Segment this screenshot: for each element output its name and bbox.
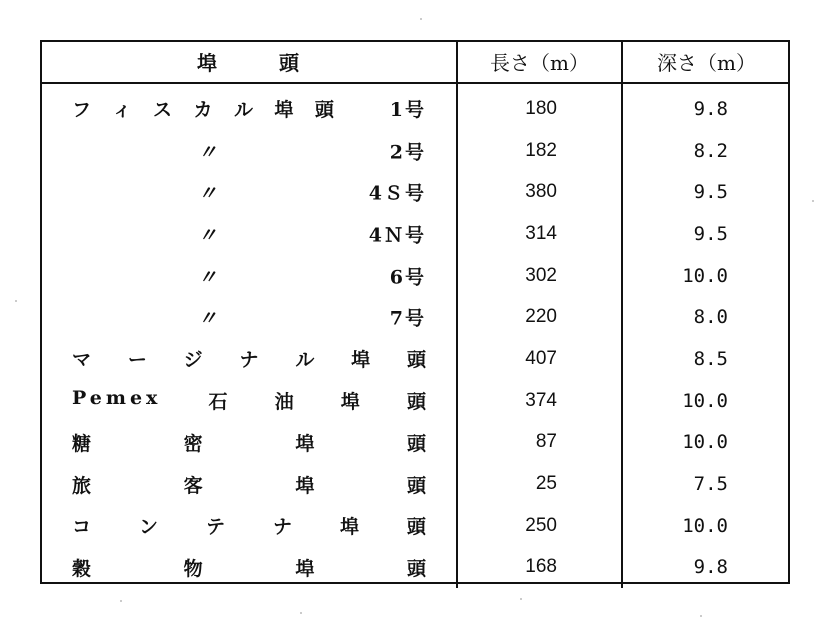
- scan-speck: [120, 600, 122, 602]
- scan-speck: [812, 200, 814, 202]
- berth-number: 2号: [389, 141, 426, 164]
- wharf-name-char: ー: [127, 349, 147, 372]
- wharf-name-char: 石: [208, 391, 228, 414]
- wharf-name-char: Pemex: [72, 387, 162, 410]
- table-row: [40, 505, 790, 547]
- ditto-mark: 〃: [198, 141, 218, 164]
- wharf-name-char: ル: [233, 99, 253, 122]
- table-row: [40, 463, 790, 505]
- length-cell: 180: [457, 83, 622, 130]
- depth-cell: 8.2: [693, 139, 728, 162]
- wharf-name-cell: [40, 296, 457, 338]
- table-row: [40, 380, 790, 422]
- wharf-name-char: ン: [138, 516, 158, 539]
- wharf-name-char: 物: [183, 557, 203, 580]
- table-row: [40, 422, 790, 464]
- wharf-name-char: 頭: [314, 99, 334, 122]
- wharf-name-cell: [40, 130, 457, 172]
- ditto-mark: 〃: [198, 266, 218, 289]
- wharf-name-char: 糖: [72, 432, 92, 455]
- wharf-name-char: フ: [72, 99, 92, 122]
- wharf-name-char: コ: [72, 516, 92, 539]
- table-row: [40, 547, 790, 589]
- wharf-name-char: ス: [152, 99, 172, 122]
- header-depth: 深さ（m）: [622, 40, 790, 83]
- wharf-name-cell: [40, 213, 457, 255]
- wharf-name-cell: [40, 338, 457, 380]
- wharf-name-cell: [40, 463, 457, 505]
- wharf-name-char: 埠: [340, 391, 360, 414]
- table-header: [40, 40, 790, 83]
- depth-cell: 9.8: [693, 556, 728, 579]
- wharf-name-char: ィ: [112, 99, 132, 122]
- depth-cell: 10.0: [682, 264, 728, 287]
- ditto-mark: 〃: [198, 182, 218, 205]
- wharf-table: [40, 40, 790, 588]
- depth-cell: 10.0: [682, 431, 728, 454]
- header-wharf-char-2: 頭: [279, 50, 299, 75]
- table-row: [40, 338, 790, 380]
- depth-cell: 7.5: [693, 473, 728, 496]
- length-cell: 314: [457, 213, 622, 255]
- wharf-name-char: 頭: [406, 516, 426, 539]
- wharf-name-char: テ: [205, 516, 225, 539]
- table-row: [40, 171, 790, 213]
- length-cell: 302: [457, 255, 622, 297]
- length-cell: 182: [457, 130, 622, 172]
- scan-speck: [15, 300, 17, 302]
- depth-cell: 8.5: [693, 347, 728, 370]
- scan-speck: [700, 615, 702, 617]
- table-row: [40, 130, 790, 172]
- depth-cell: 10.0: [682, 514, 728, 537]
- wharf-name-char: 埠: [274, 99, 294, 122]
- wharf-name-char: カ: [193, 99, 213, 122]
- wharf-name-cell: [40, 83, 457, 130]
- wharf-name-char: 頭: [406, 432, 426, 455]
- length-cell: 407: [457, 338, 622, 380]
- wharf-name-cell: [40, 380, 457, 422]
- wharf-name-cell: [40, 547, 457, 589]
- berth-number: 1号: [389, 99, 426, 122]
- wharf-name-char: ナ: [239, 349, 259, 372]
- wharf-name-cell: [40, 422, 457, 464]
- depth-cell: 8.0: [693, 306, 728, 329]
- table-row: [40, 83, 790, 130]
- length-cell: 250: [457, 505, 622, 547]
- wharf-name-char: マ: [72, 349, 92, 372]
- wharf-name-char: 埠: [295, 474, 315, 497]
- header-length: 長さ（m）: [457, 40, 622, 83]
- length-cell: 380: [457, 171, 622, 213]
- table-body: [40, 83, 790, 588]
- wharf-name-char: 埠: [339, 516, 359, 539]
- header-wharf: [40, 40, 457, 83]
- length-cell: 25: [457, 463, 622, 505]
- berth-number: 4Ｎ号: [368, 224, 426, 247]
- table-row: [40, 296, 790, 338]
- berth-number: 7号: [389, 307, 426, 330]
- berth-number: 6号: [389, 266, 426, 289]
- wharf-name-char: ジ: [183, 349, 203, 372]
- wharf-name-char: 旅: [72, 474, 92, 497]
- wharf-name-char: 油: [274, 391, 294, 414]
- length-cell: 220: [457, 296, 622, 338]
- wharf-name-char: 穀: [72, 557, 92, 580]
- wharf-name-char: 埠: [351, 349, 371, 372]
- scan-speck: [420, 18, 422, 20]
- table-row: [40, 213, 790, 255]
- wharf-name-char: 頭: [406, 391, 426, 414]
- wharf-name-char: 客: [183, 474, 203, 497]
- depth-cell: 9.5: [693, 222, 728, 245]
- length-cell: 168: [457, 547, 622, 589]
- scan-speck: [520, 598, 522, 600]
- length-cell: 374: [457, 380, 622, 422]
- wharf-name-cell: [40, 255, 457, 297]
- wharf-name-char: 頭: [406, 349, 426, 372]
- scan-speck: [300, 612, 302, 614]
- depth-cell: 9.8: [693, 97, 728, 120]
- wharf-name-cell: [40, 505, 457, 547]
- table-row: [40, 255, 790, 297]
- wharf-name-char: 頭: [406, 557, 426, 580]
- depth-cell: 10.0: [682, 389, 728, 412]
- wharf-name-char: 埠: [295, 557, 315, 580]
- berth-number: 4Ｓ号: [368, 182, 426, 205]
- wharf-name-char: 密: [183, 432, 203, 455]
- depth-cell: 9.5: [693, 181, 728, 204]
- wharf-name-char: 埠: [295, 432, 315, 455]
- ditto-mark: 〃: [198, 307, 218, 330]
- wharf-name-char: ル: [295, 349, 315, 372]
- header-wharf-char-1: 埠: [197, 50, 217, 75]
- wharf-name-char: 頭: [406, 474, 426, 497]
- length-cell: 87: [457, 422, 622, 464]
- ditto-mark: 〃: [198, 224, 218, 247]
- wharf-name-char: ナ: [272, 516, 292, 539]
- wharf-name-cell: [40, 171, 457, 213]
